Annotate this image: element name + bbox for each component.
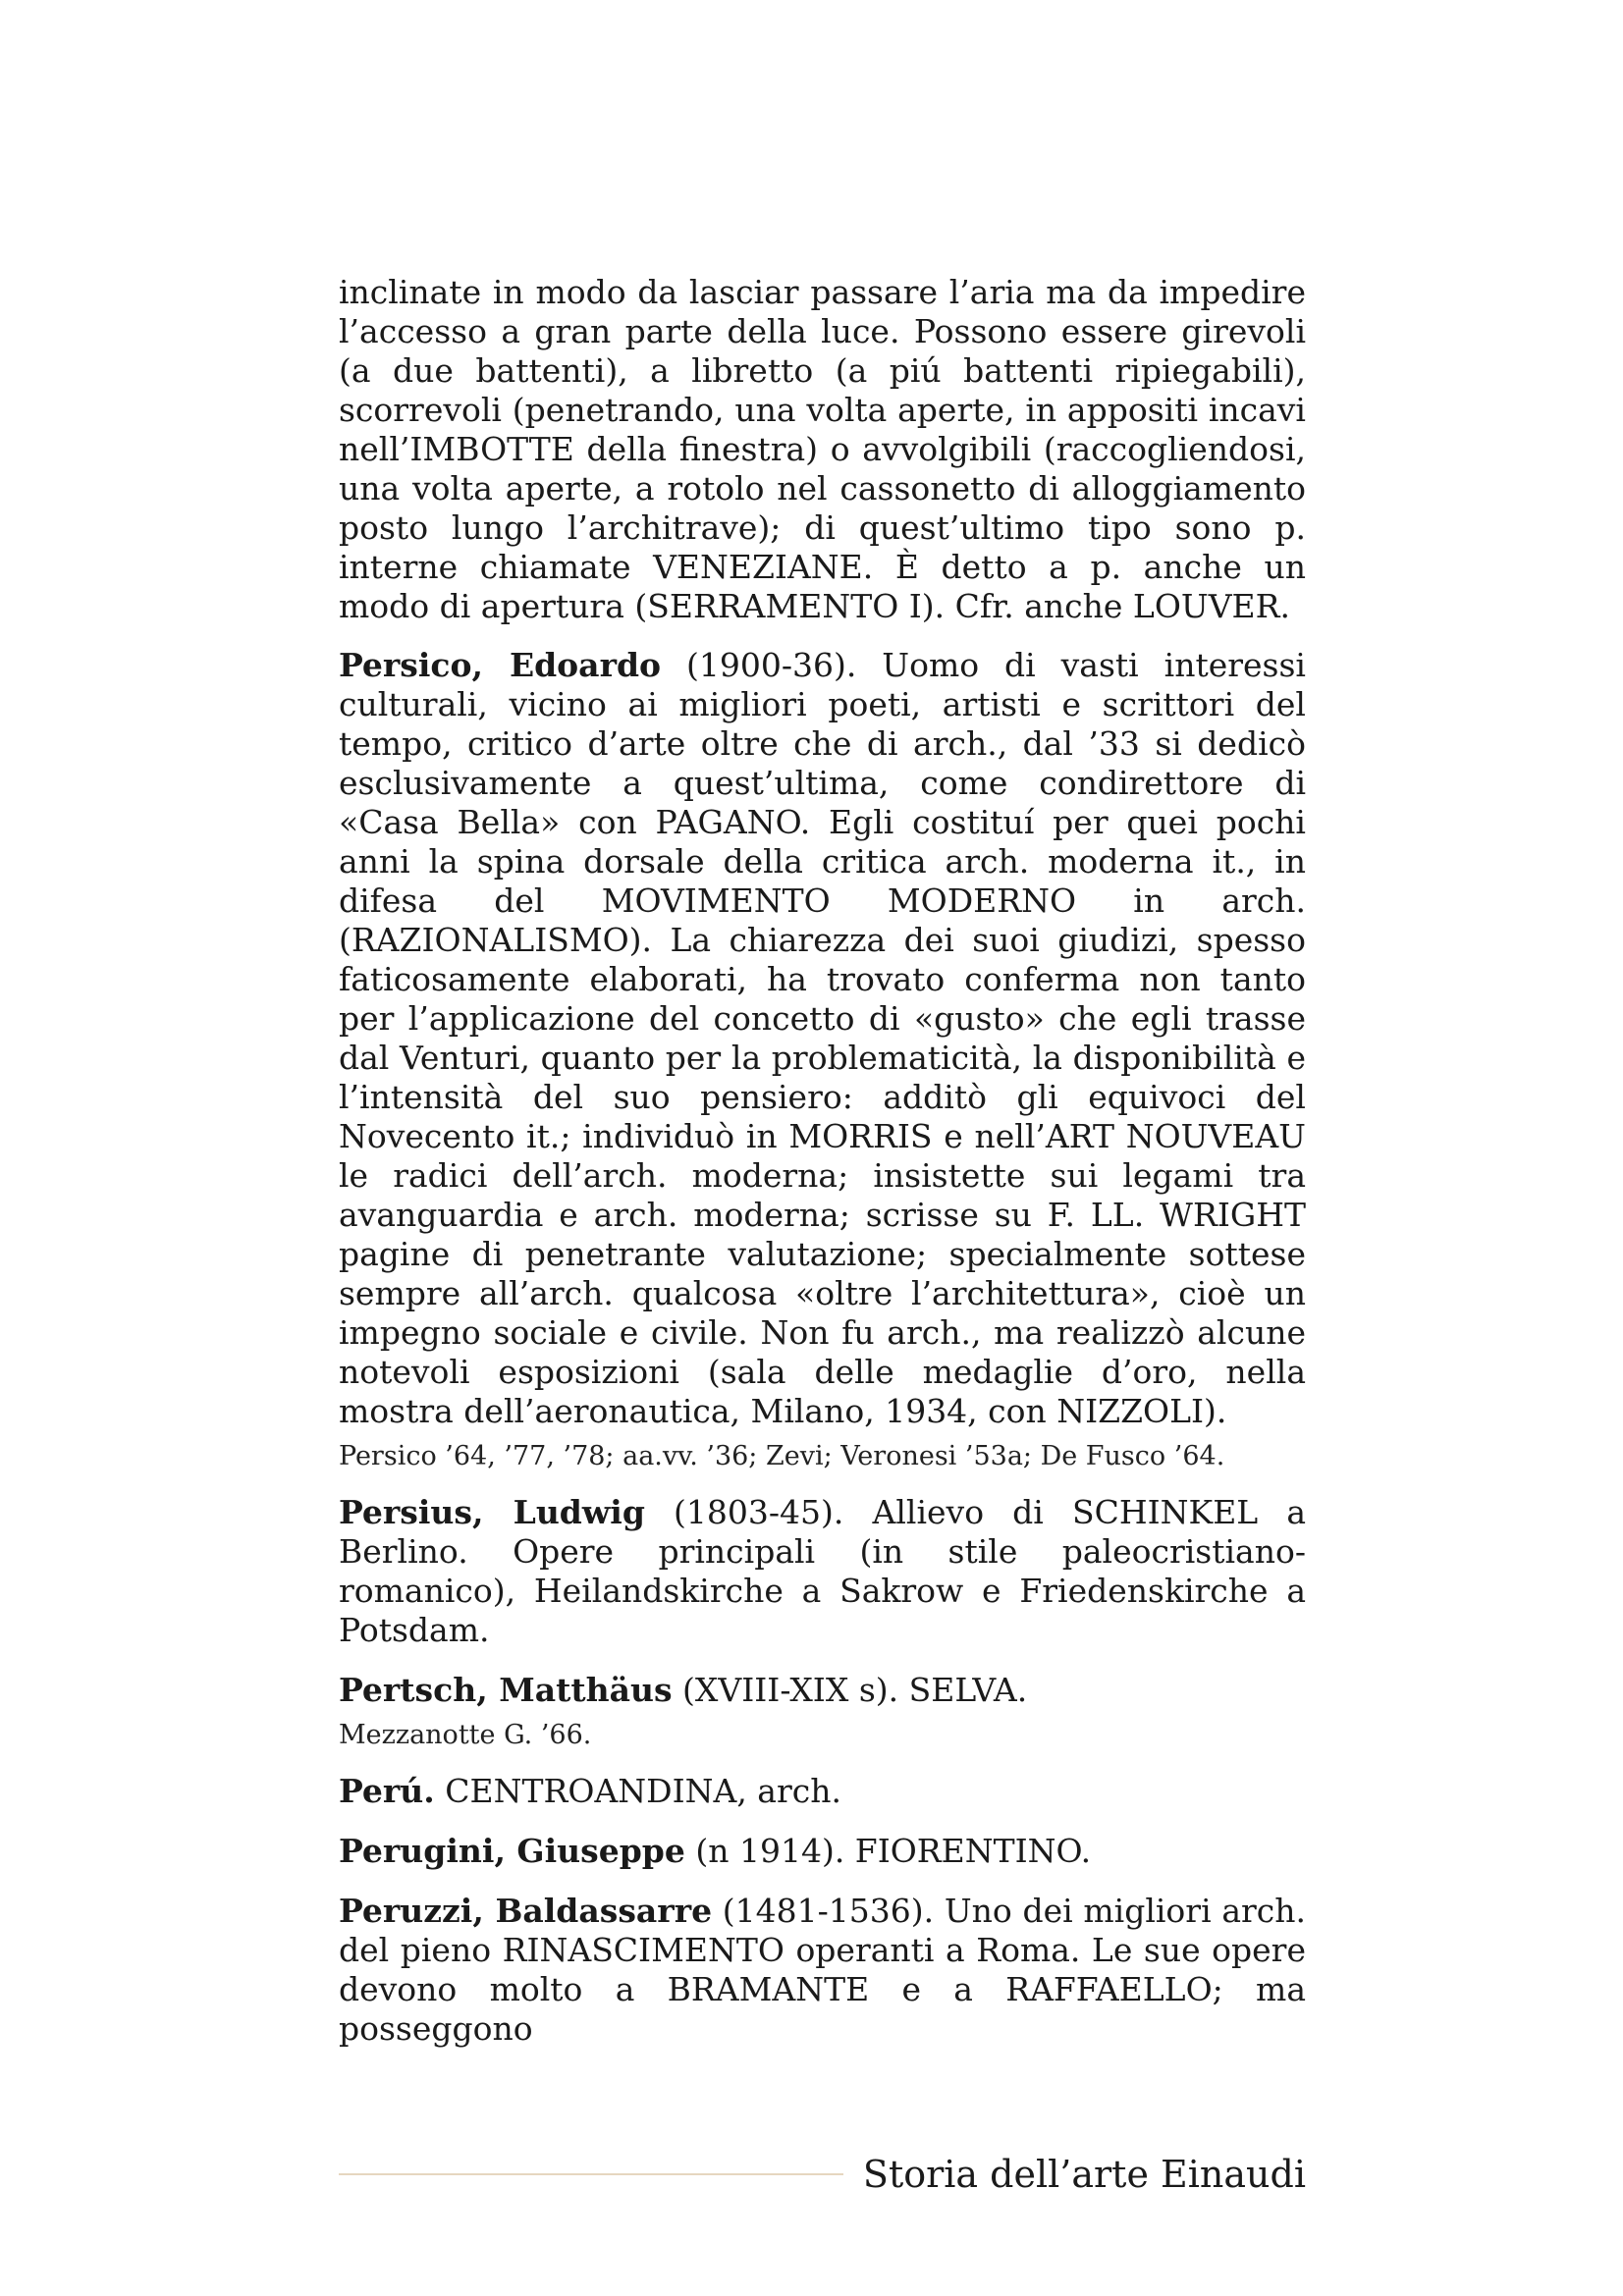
entry-text: inclinate in modo da lasciar passare l’aria ma da impedire l’accesso a gran parte della luce. Possono essere girevoli (a due battenti), a libretto (a piú battenti ripiegabili), scorrevoli (penetrando, una volta aperte, in appositi incavi nell’IMBOTTE della finestra) o avvolgibili (raccogliendosi, una volta aperte, a rotolo nel cassonetto di alloggiamento posto lungo l’architrave); di quest’ultimo tipo sono p. interne chiamate VENEZIANE. È detto a p. anche un modo di apertura (SERRAMENTO I). Cfr. anche LOUVER. <box>339 273 1306 625</box>
entry-bibliography: Mezzanotte G. ’66. <box>339 1720 592 1750</box>
entry-text: (1900-36). Uomo di vasti interessi culturali, vicino ai migliori poeti, artisti e scrittori del tempo, critico d’arte oltre che di arch., dal ’33 si dedicò esclusivamente a quest’ultima, come condirettore di «Casa Bella» con PAGANO. Egli costituí per quei pochi anni la spina dorsale della critica arch. moderna it., in difesa del MOVIMENTO MODERNO in arch. (RAZIONALISMO). La chiarezza dei suoi giudizi, spesso faticosamente elaborati, ha trovato conferma non tanto per l’applicazione del concetto di «gusto» che egli trasse dal Venturi, quanto per la problematicità, la disponibilità e l’intensità del suo pensiero: additò gli equivoci del Novecento it.; individuò in MORRIS e nell’ART NOUVEAU le radici dell’arch. moderna; insistette sui legami tra avanguardia e arch. moderna; scrisse su F. LL. WRIGHT pagine di penetrante valutazione; specialmente sottese sempre all’arch. qualcosa «oltre l’architettura», cioè un impegno sociale e civile. Non fu arch., ma realizzò alcune notevoli esposizioni (sala delle medaglie d’oro, nella mostra dell’aeronautica, Milano, 1934, con NIZZOLI). <box>339 646 1306 1430</box>
entry-headword: Persico, Edoardo <box>339 646 662 684</box>
entry-headword: Persius, Ludwig <box>339 1493 645 1531</box>
entry-pertsch <box>339 1671 1306 1710</box>
entry-persico <box>339 646 1306 1431</box>
entry-perugini <box>339 1832 1306 1871</box>
entry-bibliography: Persico ’64, ’77, ’78; aa.vv. ’36; Zevi; Veronesi ’53a; De Fusco ’64. <box>339 1441 1225 1471</box>
entry-headword: Perú. <box>339 1772 435 1810</box>
entry-headword: Peruzzi, Baldassarre <box>339 1892 713 1930</box>
entry-headword: Pertsch, Matthäus <box>339 1671 673 1709</box>
page-footer <box>339 2150 1306 2199</box>
entry-text: (n 1914). FIORENTINO. <box>684 1832 1092 1870</box>
entry-text: (XVIII-XIX s). SELVA. <box>672 1671 1028 1709</box>
entry-continuation <box>339 273 1306 626</box>
footer-divider <box>339 2173 843 2175</box>
dictionary-page <box>339 273 1306 2069</box>
entry-peruzzi <box>339 1892 1306 2049</box>
entry-headword: Perugini, Giuseppe <box>339 1832 685 1870</box>
publisher-line: Storia dell’arte Einaudi <box>862 2153 1306 2196</box>
entry-text: (1803-45). Allievo di SCHINKEL a Berlino. Opere principali (in stile paleocristiano-romanico), Heilandskirche a Sakrow e Friedenskirche a Potsdam. <box>339 1493 1306 1649</box>
entry-text: (1481-1536). Uno dei migliori arch. del pieno RINASCIMENTO operanti a Roma. Le sue opere devono molto a BRAMANTE e a RAFFAELLO; ma posseggono <box>339 1892 1306 2048</box>
entry-persius <box>339 1493 1306 1650</box>
entry-text: CENTROANDINA, arch. <box>434 1772 841 1810</box>
entry-peru <box>339 1772 1306 1811</box>
